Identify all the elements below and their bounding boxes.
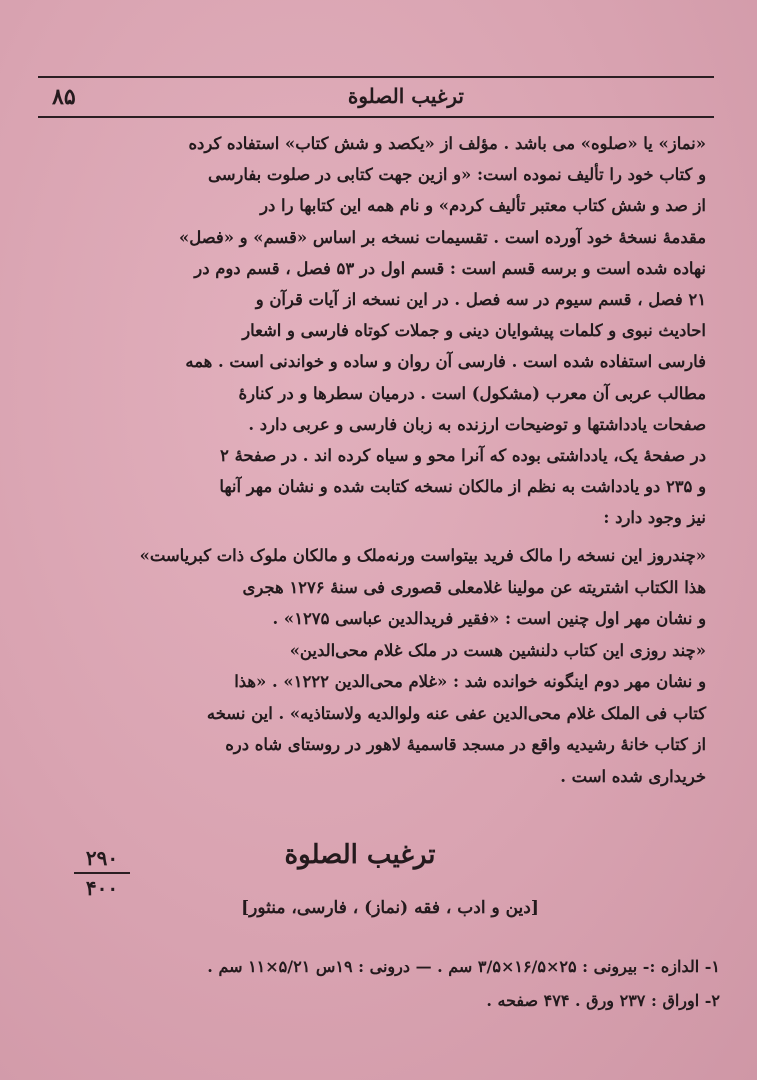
body-line: مطالب عربی آن معرب (مشکول) است . درمیان سطرها و در کنارهٔ — [238, 383, 706, 403]
page-number: ۸۵ — [52, 84, 76, 110]
entry-title: ترغیب الصلوة — [284, 840, 436, 870]
body-line: در صفحهٔ یک، یادداشتی بوده که آنرا محو و سیاه کرده اند . در صفحهٔ ۲ — [220, 446, 706, 466]
body-line: و ۲۳۵ دو یادداشت به نظم از مالکان نسخه کتابت شده و نشان مهر آنها — [219, 477, 706, 497]
body-line: فارسی استفاده شده است . فارسی آن روان و ساده و خواندنی است . همه — [185, 352, 706, 372]
quote-line: و نشان مهر اول چنین است : «فقیر فریدالدین عباسی ۱۲۷۵» . — [272, 609, 706, 628]
entry-subject: [دین و ادب ، فقه (نماز) ، فارسی، منثور] — [241, 898, 539, 918]
body-line: صفحات یادداشتها و توضیحات ارزنده به زبان فارسی و عربی دارد . — [248, 414, 706, 434]
running-title: ترغیب الصلوة — [347, 84, 464, 108]
body-line: نیز وجود دارد : — [603, 508, 706, 528]
body-line: و کتاب خود را تألیف نموده است: «و ازین جهت کتابی در صلوت بفارسی — [208, 165, 706, 185]
catalog-number-bottom: ۴۰۰ — [85, 876, 119, 900]
body-line: مقدمهٔ نسخهٔ خود آورده است . تقسیمات نسخه بر اساس «قسم» و «فصل» — [178, 227, 706, 247]
body-line: نهاده شده است و برسه قسم است : قسم اول در ۵۳ فصل ، قسم دوم در — [194, 258, 706, 278]
body-line: احادیث نبوی و کلمات پیشوایان دینی و جملات کوتاه فارسی و اشعار — [242, 321, 706, 341]
body-line: «نماز» یا «صلوه» می باشد . مؤلف از «یکصد و شش کتاب» استفاده کرده — [188, 134, 706, 153]
body-paragraph — [52, 128, 706, 534]
body-line: ۲۱ فصل ، قسم سیوم در سه فصل . در این نسخه از آیات قرآن و — [255, 290, 706, 310]
page-header — [38, 76, 714, 118]
quote-block — [52, 540, 706, 792]
quote-line: «چند روزی این کتاب دلنشین هست در ملک غلام محی‌الدین» — [289, 640, 706, 660]
entry-field-dimensions: ۱- الدازه :- بیرونی : ۲۵×۱۶/۵×۳/۵ سم . — درونی : ۱۹س ۵/۲۱×۱۱ سم . — [207, 957, 720, 976]
quote-line: خریداری شده است . — [560, 766, 706, 786]
catalog-number-top: ۲۹۰ — [74, 846, 130, 874]
quote-line: از کتاب خانهٔ رشیدیه واقع در مسجد قاسمیهٔ لاهور در روستای شاه دره — [225, 735, 706, 754]
catalog-number — [74, 846, 130, 900]
quote-line: کتاب فی الملک غلام محی‌الدین عفی عنه ولوالدیه ولاستاذیه» . این نسخه — [206, 703, 706, 723]
body-line: از صد و شش کتاب معتبر تألیف کردم» و نام همه این کتابها را در — [260, 196, 706, 216]
entry-fields — [52, 950, 720, 1018]
quote-line: و نشان مهر دوم اینگونه خوانده شد : «غلام محی‌الدین ۱۲۲۲» . «هذا — [234, 672, 706, 691]
quote-line: «چندروز این نسخه را مالک فرید بیتواست ورنه‌ملک و مالکان ملوک ذات کبریاست» — [139, 546, 706, 565]
entry-field-leaves: ۲- اوراق : ۲۳۷ ورق . ۴۷۴ صفحه . — [486, 991, 720, 1010]
quote-line: هذا الکتاب اشتریته عن مولینا غلامعلی قصوری فی سنهٔ ۱۲۷۶ هجری — [242, 577, 706, 597]
